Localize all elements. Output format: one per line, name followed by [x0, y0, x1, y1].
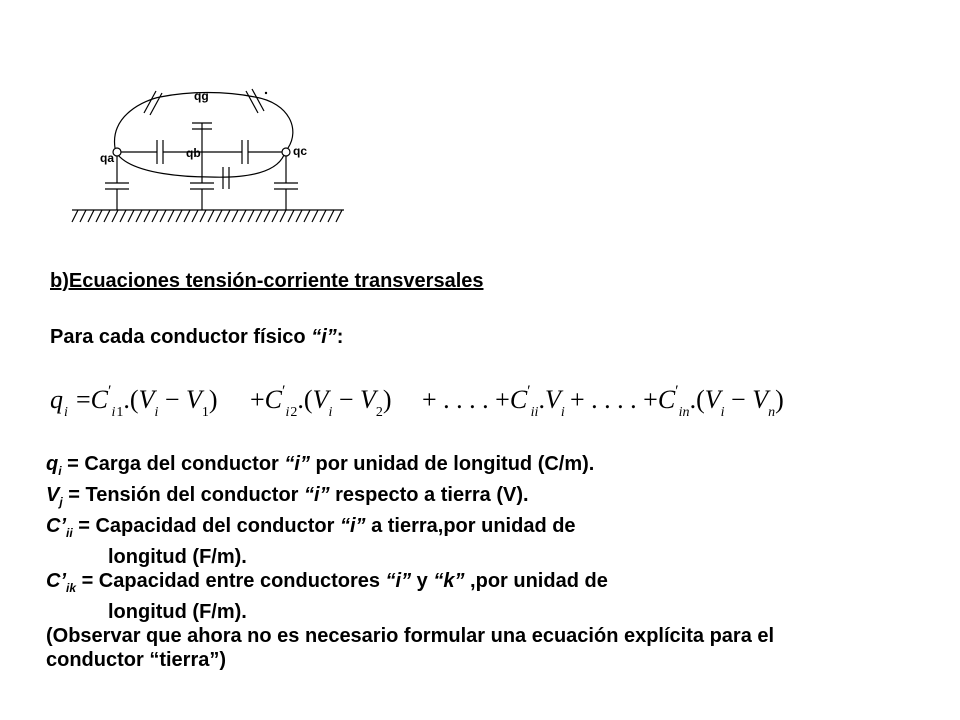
definition-cii: $C’_{ii}$ = Capacidad del conductor “i” a tierra,por unidad de [46, 515, 576, 540]
section-heading: b)Ecuaciones tensión-corriente transversales [50, 270, 484, 292]
label-qa: qa [100, 151, 115, 165]
svg-text:i: i [64, 405, 68, 420]
node-qc [282, 148, 290, 156]
note-line-1: (Observar que ahora no es necesario formular una ecuación explícita para el [46, 625, 775, 647]
formula-term-3: + . . . . $+C'_{ii}.V_i$ [422, 383, 565, 420]
intro-text: Para cada conductor físico “i”: [50, 326, 344, 348]
label-qb: qb [186, 146, 201, 160]
definition-cik-continued: longitud (F/m). [108, 601, 247, 623]
bottom-arc-wire [118, 155, 284, 177]
ground-hatch [72, 210, 342, 222]
definition-vj: $V_j$ = Tensión del conductor “i” respecto a tierra (V). [46, 484, 529, 509]
definition-cii-continued: longitud (F/m). [108, 546, 247, 568]
svg-text:q: q [50, 385, 63, 414]
definition-qi: $q_i$ = Carga del conductor “i” por unidad de longitud (C/m). [46, 453, 595, 478]
charge-equation [50, 370, 810, 430]
definitions-list [46, 452, 774, 672]
formula-term-2: $+C'_i2.(V_i - V_2)$ [250, 383, 392, 420]
capacitor-arc-right [246, 91, 258, 113]
node-qa [113, 148, 121, 156]
formula-term-4: + . . . . $+C'_{in}.(V_i - V_n)$ [570, 383, 784, 420]
capacitance-circuit-diagram [60, 75, 360, 235]
definition-cik: $C’_{ik}$ = Capacidad entre conductores “i” y “k” ,por unidad de [46, 570, 608, 595]
label-qc: qc [293, 144, 308, 158]
formula-term-1: $=C'_i1.(V_i - V_1)$ [76, 383, 218, 420]
note-line-2: conductor “tierra”) [46, 649, 227, 671]
label-qg: qg [194, 89, 209, 103]
